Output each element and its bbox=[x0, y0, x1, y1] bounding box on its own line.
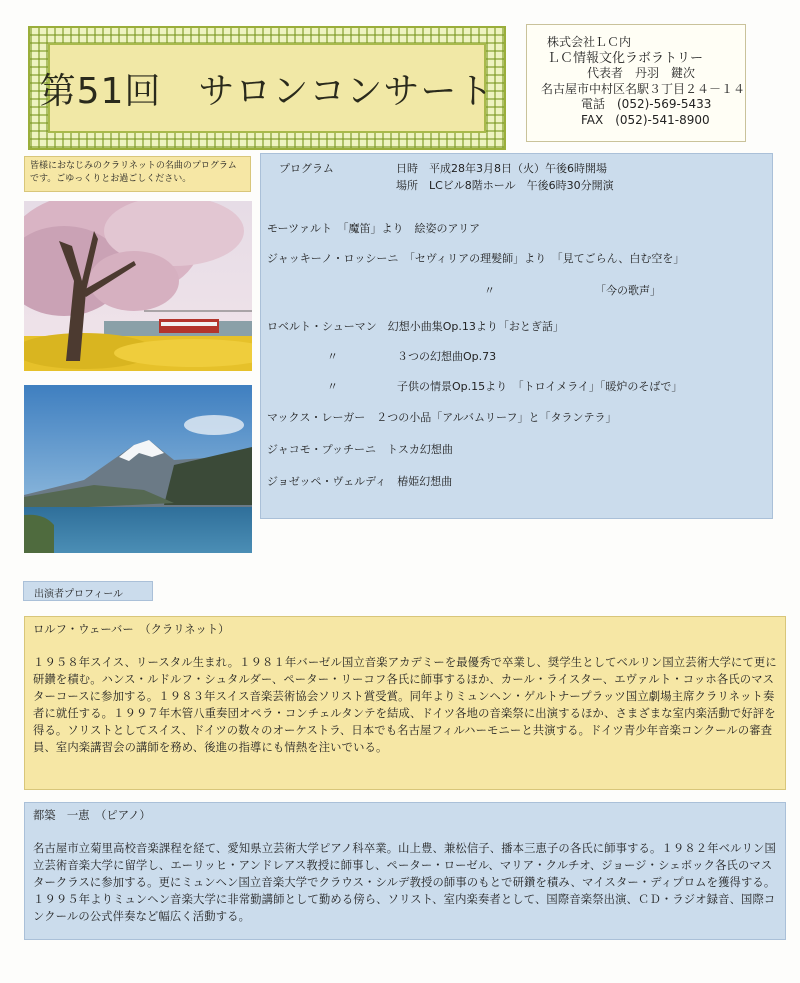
telephone: 電話 (052)-569-5433 bbox=[581, 97, 712, 111]
program-item-ditto: 〃 bbox=[327, 380, 338, 393]
contact-block bbox=[526, 24, 746, 142]
bio-text: 名古屋市立菊里高校音楽課程を経て、愛知県立芸術大学ピアノ科卒業。山上豊、兼松信子、播本三恵子の各氏に師事する。１９８２年ベルリン国立芸術音楽大学に留学し、エーリッヒ・アンドレアス教授に師事し、ペーター・ローゼル、マリア・クルチオ、ジョージ・シェボック各氏のマスタークラスに参加する。更にミュンヘン国立音楽大学でクラウス・シルデ教授の師事のもとで研鑽を積み、マイスター・ディプロムを獲得する。１９９５年よりミュンヘン音楽大学に非常勤講師として勤める傍ら、ソリスト、室内楽奏者として、国際音楽祭出演、ＣＤ・ラジオ録音、国際コンクールの公式伴奏など幅広く活動する。 bbox=[33, 842, 776, 923]
program-item-ditto: 〃 bbox=[327, 350, 338, 363]
program-box bbox=[260, 153, 773, 519]
bio-text: １９５８年スイス、リースタル生まれ。１９８１年バーゼル国立音楽アカデミーを最優秀で卒業し、奨学生としてベルリン国立芸術大学にて更に研鑽を積む。ハンス・ルドルフ・シュタルダー、ペーター・リーコフ各氏に師事するほか、カール・ライスター、エヴァルト・コッホ各氏のマスターコースに参加する。１９８３年スイス音楽芸術協会ソリスト賞受賞。同年よりミュンヘン・ゲルトナープラッツ国立劇場主席クラリネット奏者に就任する。１９９７年木管八重奏団オペラ・コンチェルタンテを結成、ドイツ各地の音楽祭に出演するほか、さまざまな室内楽活動で好評を得る。ソリストとしてスイス、ドイツの数々のオーケストラ、日本でも名古屋フィルハーモニーと共演する。ドイツ青少年音楽コンクールの審査員、室内楽講習会の講師を務め、後進の指導にも情熱を注いでいる。 bbox=[33, 656, 777, 754]
bio-clarinet bbox=[24, 616, 786, 790]
program-item: ３つの幻想曲Op.73 bbox=[397, 350, 497, 363]
performers-label: 出演者プロフィール bbox=[23, 581, 153, 601]
cherry-blossom-photo bbox=[24, 201, 252, 371]
program-item: ジャコモ・プッチーニ トスカ幻想曲 bbox=[267, 443, 453, 456]
bio-piano bbox=[24, 802, 786, 940]
program-item: ロベルト・シューマン 幻想小曲集Op.13より「おとぎ話」 bbox=[267, 320, 564, 333]
mountain-lake-photo bbox=[24, 385, 252, 553]
bio-name: ロルフ・ウェーバー （クラリネット） bbox=[33, 623, 230, 636]
program-item-ditto: 〃 bbox=[484, 284, 495, 297]
representative: 代表者 丹羽 鍵次 bbox=[587, 66, 696, 80]
program-item: モーツァルト 「魔笛」より 絵姿のアリア bbox=[267, 222, 481, 235]
program-item: ジャッキーノ・ロッシーニ 「セヴィリアの理髪師」より 「見てごらん、白む空を」 bbox=[267, 252, 685, 265]
company-name: 株式会社ＬＣ内 bbox=[547, 35, 632, 49]
program-item: 子供の情景Op.15より 「トロイメライ」「暖炉のそばで」 bbox=[397, 380, 683, 393]
event-venue: 場所 LCビル8階ホール 午後6時30分開演 bbox=[396, 179, 614, 192]
title-panel bbox=[39, 43, 495, 133]
program-item: 「今の歌声」 bbox=[595, 284, 661, 297]
intro-note: 皆様におなじみのクラリネットの名曲のプログラムです。ごゆっくりとお過ごしください。 bbox=[24, 156, 251, 192]
program-item: ジョゼッペ・ヴェルディ 椿姫幻想曲 bbox=[267, 475, 453, 488]
bio-name: 都築 一恵 （ピアノ） bbox=[33, 809, 151, 822]
program-item: マックス・レーガー ２つの小品「アルバムリーフ」と「タランテラ」 bbox=[267, 411, 617, 424]
program-label: プログラム bbox=[279, 162, 334, 175]
event-date: 日時 平成28年3月8日（火）午後6時開場 bbox=[396, 162, 607, 175]
page-title: 第51回 サロンコンサート bbox=[39, 70, 495, 112]
address: 名古屋市中村区名駅３丁目２４－１４ bbox=[541, 81, 746, 96]
lab-name: ＬＣ情報文化ラボラトリー bbox=[547, 50, 704, 66]
fax: FAX (052)-541-8900 bbox=[581, 112, 710, 127]
